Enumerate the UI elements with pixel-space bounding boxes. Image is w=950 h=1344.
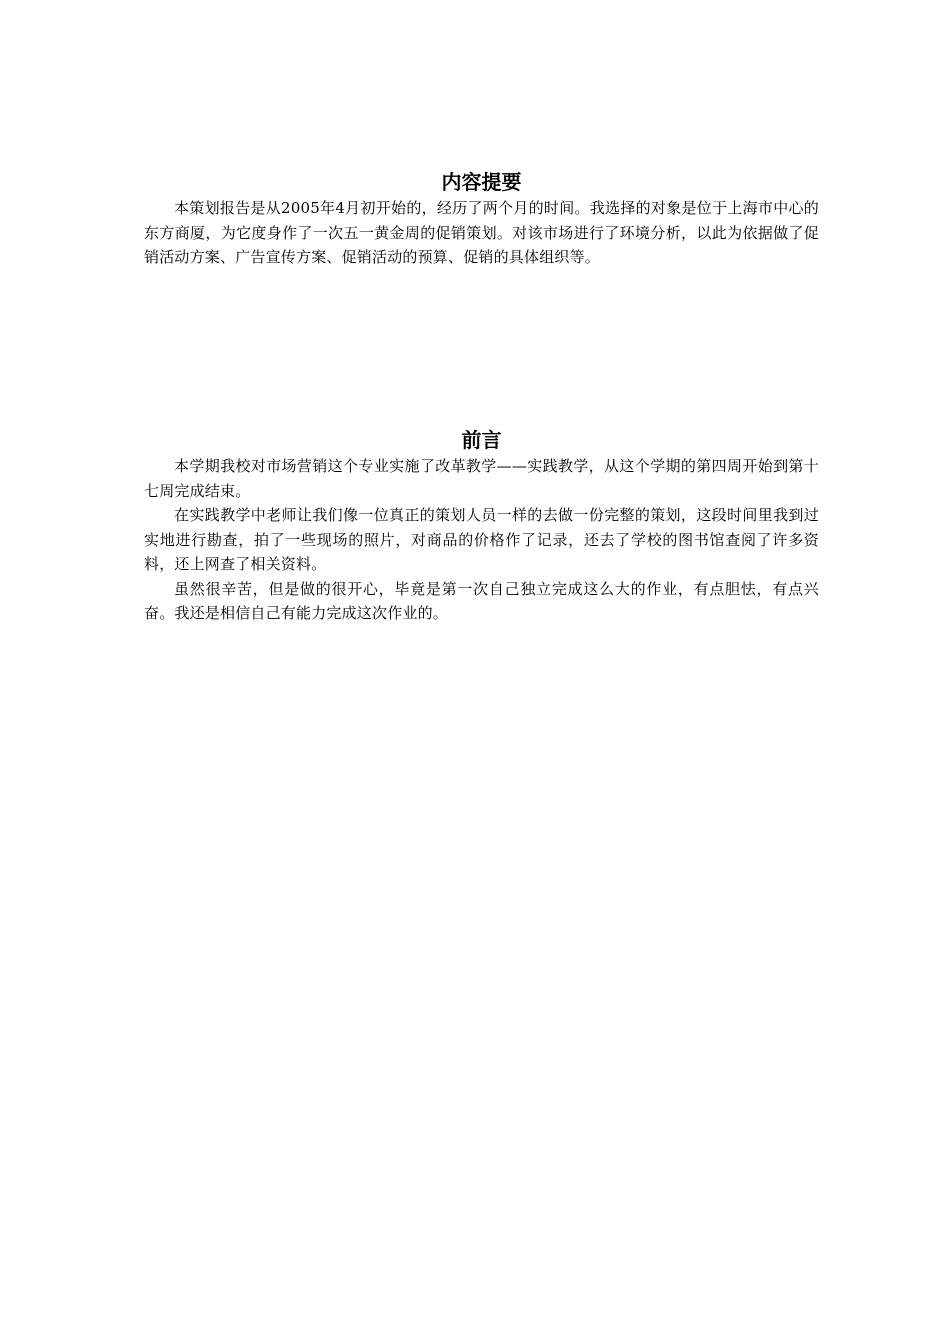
preface-title: 前言	[461, 428, 502, 452]
abstract-title: 内容提要	[441, 170, 522, 194]
abstract-paragraph: 本策划报告是从2005年4月初开始的，经历了两个月的时间。我选择的对象是位于上海市中心的东方商厦，为它度身作了一次五一黄金周的促销策划。对该市场进行了环境分析，以此为依据做了促销活动方案、广告宣传方案、促销活动的预算、促销的具体组织等。	[144, 199, 819, 266]
preface-paragraph: 虽然很辛苦，但是做的很开心，毕竟是第一次自己独立完成这么大的作业，有点胆怯，有点兴奋。我还是相信自己有能力完成这次作业的。	[144, 579, 819, 622]
preface-paragraph: 本学期我校对市场营销这个专业实施了改革教学——实践教学，从这个学期的第四周开始到第十七周完成结束。	[144, 457, 819, 500]
preface-paragraph: 在实践教学中老师让我们像一位真正的策划人员一样的去做一份完整的策划，这段时间里我到过实地进行勘查，拍了一些现场的照片，对商品的价格作了记录，还去了学校的图书馆查阅了许多资料，还上网查了相关资料。	[144, 506, 819, 573]
preface-section	[144, 426, 819, 626]
abstract-section	[144, 168, 819, 270]
